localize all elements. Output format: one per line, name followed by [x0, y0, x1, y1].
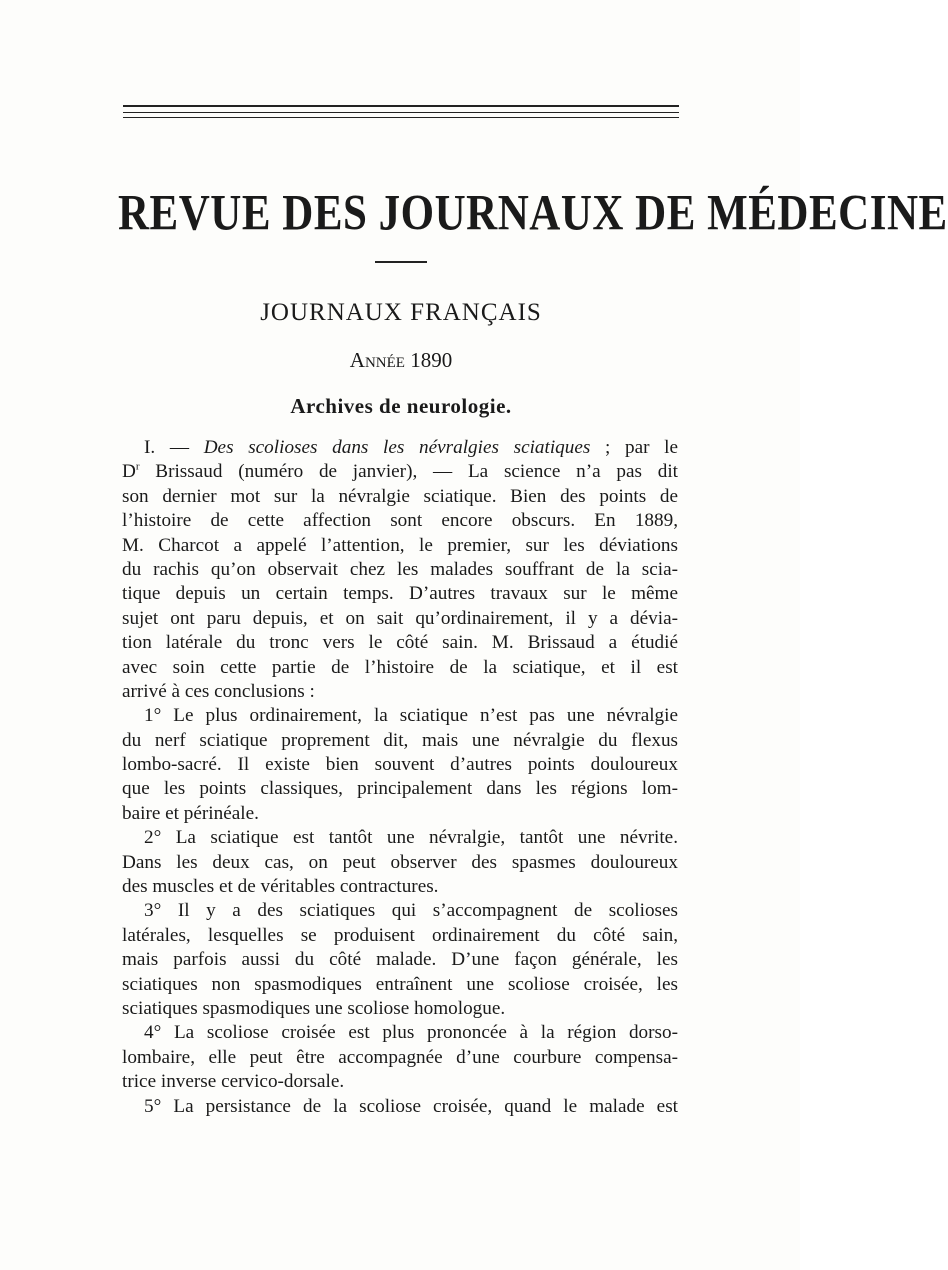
text-line: l’histoire de cette affection sont encore obscurs. En 1889, [122, 510, 678, 532]
text-line: sciatiques spasmodiques une scoliose homologue. [122, 997, 506, 1019]
text-line: du rachis qu’on observait chez les malades souffrant de la scia- [122, 558, 678, 580]
section-subtitle: JOURNAUX FRANÇAIS [260, 299, 542, 326]
text-line: avec soin cette partie de l’histoire de la sciatique, et il est [122, 656, 678, 678]
text-line: arrivé à ces conclusions : [122, 680, 315, 702]
text-line: que les points classiques, principalement dans les régions lom- [122, 778, 678, 800]
text-line: sujet ont paru depuis, et on sait qu’ordinairement, il y a dévia- [122, 607, 678, 629]
text-line: des muscles et de véritables contractures. [122, 876, 439, 898]
text-line: tion latérale du tronc vers le côté sain. M. Brissaud a étudié [122, 632, 678, 654]
title-separator-rule [375, 261, 427, 263]
text-line: sciatiques non spasmodiques entraînent une scoliose croisée, les [122, 973, 678, 995]
journal-review-title: REVUE DES JOURNAUX DE MÉDECINE [118, 185, 948, 242]
article-body [122, 436, 678, 1119]
top-rule-thin-lower [123, 117, 679, 118]
conclusion-4-line: 4° La scoliose croisée est plus prononcée à la région dorso- [144, 1022, 678, 1044]
top-double-rule [123, 105, 679, 107]
text-line: mais parfois aussi du côté malade. D’une façon générale, les [122, 949, 678, 971]
article-first-line [122, 436, 678, 460]
top-rule-thin [123, 112, 679, 113]
text-line: baire et périnéale. [122, 802, 259, 824]
article-first-line-rest: ; par le [590, 437, 679, 458]
text-line: lombo-sacré. Il existe bien souvent d’autres points douloureux [122, 754, 678, 776]
author-line-rest: Brissaud (numéro de janvier), — La science n’a pas dit [139, 461, 678, 483]
article-author-line [122, 460, 678, 484]
article-numeral: I. — [144, 437, 204, 458]
text-line: tique depuis un certain temps. D’autres travaux sur le même [122, 583, 678, 605]
text-line: M. Charcot a appelé l’attention, le premier, sur les déviations [122, 534, 678, 556]
conclusion-5-line: 5° La persistance de la scoliose croisée, quand le malade est [144, 1095, 678, 1117]
text-line: Dans les deux cas, on peut observer des spasmes douloureux [122, 851, 678, 873]
journal-section-heading: Archives de neurologie. [290, 394, 512, 418]
conclusion-2-line: 2° La sciatique est tantôt une névralgie, tantôt une névrite. [144, 827, 678, 849]
text-line: du nerf sciatique proprement dit, mais une névralgie du flexus [122, 729, 678, 751]
year-label: Année 1890 [349, 348, 453, 372]
author-title-sup: r [135, 461, 140, 473]
text-line: trice inverse cervico-dorsale. [122, 1071, 345, 1093]
author-title-prefix: D [122, 461, 136, 483]
conclusion-1-line: 1° Le plus ordinairement, la sciatique n’est pas une névralgie [144, 705, 678, 727]
text-line: latérales, lesquelles se produisent ordinairement du côté sain, [122, 924, 678, 946]
conclusion-3-line: 3° Il y a des sciatiques qui s’accompagnent de scolioses [144, 900, 678, 922]
text-line: lombaire, elle peut être accompagnée d’une courbure compensa- [122, 1046, 678, 1068]
text-line: son dernier mot sur la névralgie sciatique. Bien des points de [122, 485, 678, 507]
article-title: Des scolioses dans les névralgies sciatiques [203, 437, 591, 458]
